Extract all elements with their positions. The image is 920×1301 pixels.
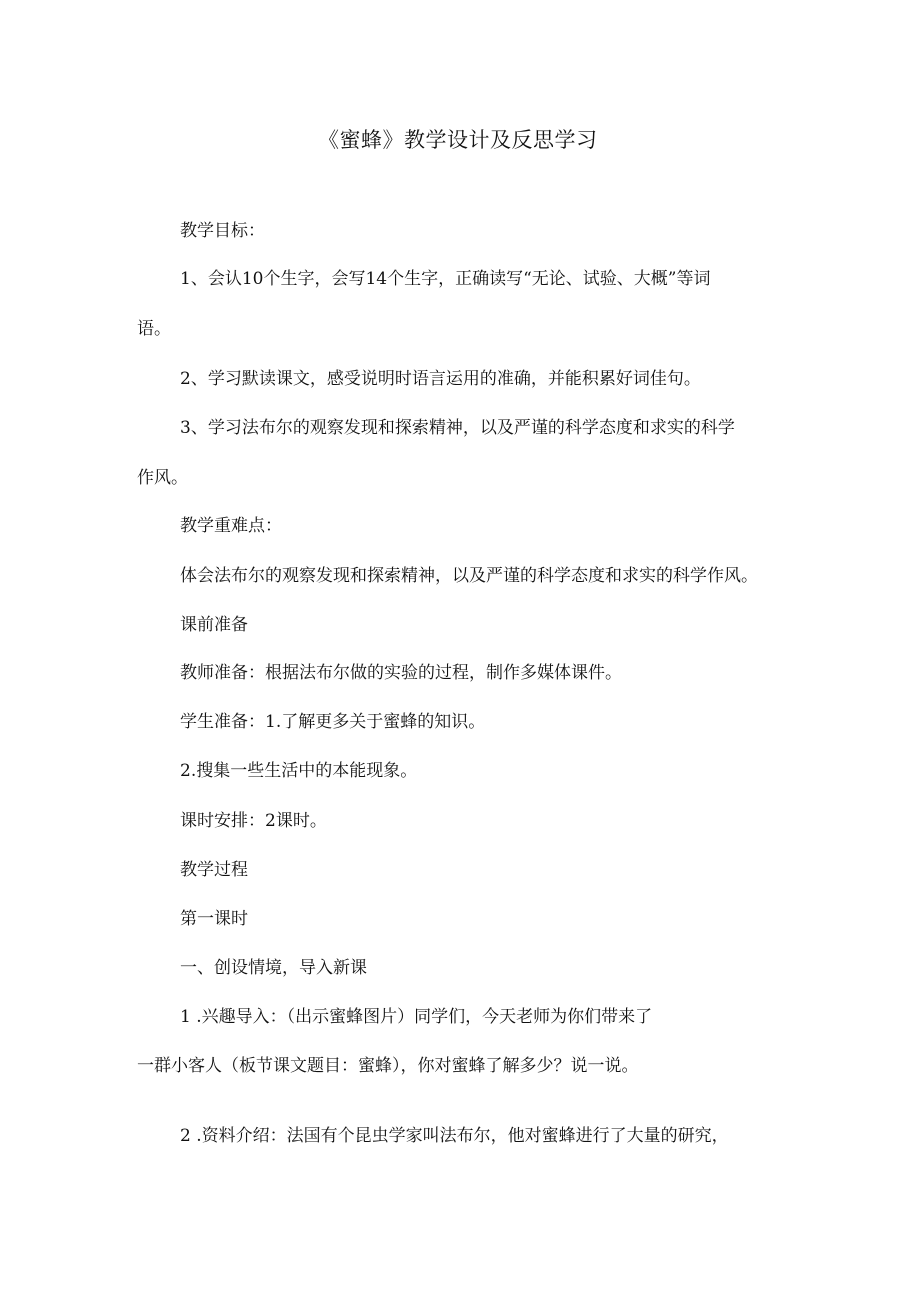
step-2-line-1: 2 .资料介绍：法国有个昆虫学家叫法布尔，他对蜜蜂进行了大量的研究，: [180, 1126, 729, 1146]
lesson-schedule: 课时安排：2课时。: [180, 811, 327, 831]
teacher-preparation: 教师准备：根据法布尔做的实验的过程，制作多媒体课件。: [180, 663, 622, 683]
heading-teaching-process: 教学过程: [180, 860, 248, 880]
key-points-text: 体会法布尔的观察发现和探索精神，以及严谨的科学态度和求实的科学作风。: [180, 566, 758, 586]
step-1-line-2: 一群小客人（板节课文题目：蜜蜂），你对蜜蜂了解多少？说一说。: [137, 1056, 639, 1076]
goal-3-line-2: 作风。: [137, 468, 188, 488]
step-1-line-1: 1 .兴趣导入：（出示蜜蜂图片）同学们，今天老师为你们带来了: [180, 1007, 653, 1027]
goal-1-line-2: 语。: [137, 319, 171, 339]
document-title: 《蜜蜂》教学设计及反思学习: [318, 128, 598, 152]
goal-2: 2、学习默读课文，感受说明时语言运用的准确，并能积累好词佳句。: [180, 369, 701, 389]
heading-key-points: 教学重难点：: [180, 516, 282, 536]
goal-3-line-1: 3、学习法布尔的观察发现和探索精神，以及严谨的科学态度和求实的科学: [180, 418, 735, 438]
heading-teaching-goals: 教学目标：: [180, 221, 265, 241]
heading-preparation: 课前准备: [180, 615, 248, 635]
student-preparation-1: 学生准备：1.了解更多关于蜜蜂的知识。: [180, 712, 486, 732]
heading-first-lesson: 第一课时: [180, 909, 248, 929]
goal-1-line-1: 1、会认10个生字，会写14个生字，正确读写“无论、试验、大概”等词: [180, 269, 711, 289]
section-one-heading: 一、创设情境，导入新课: [180, 958, 367, 978]
student-preparation-2: 2.搜集一些生活中的本能现象。: [180, 761, 418, 781]
